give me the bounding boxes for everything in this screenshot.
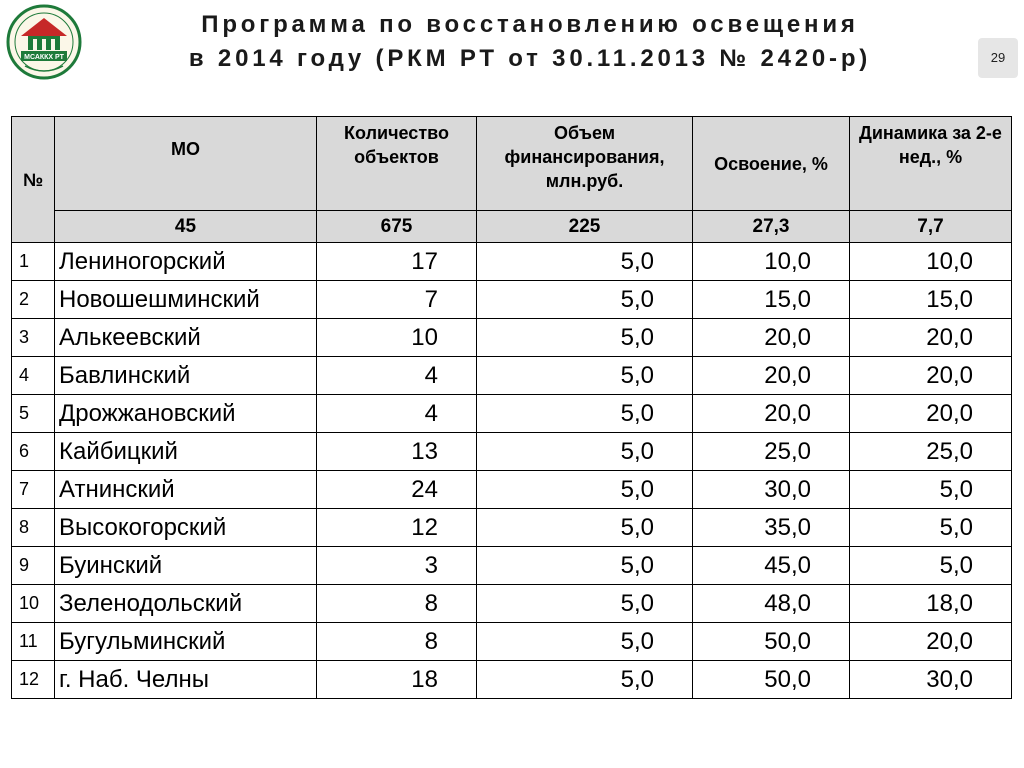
total-mo: 45 <box>55 211 317 243</box>
row-mo-name: Высокогорский <box>55 509 317 547</box>
row-dynamics: 30,0 <box>850 661 1012 699</box>
table-row <box>12 433 1012 471</box>
row-dynamics: 5,0 <box>850 471 1012 509</box>
total-dynamics: 7,7 <box>850 211 1012 243</box>
row-mo-name: Кайбицкий <box>55 433 317 471</box>
lighting-program-table <box>11 116 1012 699</box>
row-volume: 5,0 <box>477 319 693 357</box>
row-number: 4 <box>12 357 55 395</box>
row-dynamics: 18,0 <box>850 585 1012 623</box>
row-count: 24 <box>317 471 477 509</box>
row-number: 11 <box>12 623 55 661</box>
row-mo-name: Атнинский <box>55 471 317 509</box>
row-volume: 5,0 <box>477 395 693 433</box>
row-dynamics: 15,0 <box>850 281 1012 319</box>
table-row <box>12 243 1012 281</box>
row-volume: 5,0 <box>477 623 693 661</box>
row-mo-name: Бугульминский <box>55 623 317 661</box>
row-dynamics: 20,0 <box>850 319 1012 357</box>
header-mo: МО <box>55 117 317 211</box>
row-osvoenie: 45,0 <box>693 547 850 585</box>
row-dynamics: 20,0 <box>850 395 1012 433</box>
row-number: 7 <box>12 471 55 509</box>
row-mo-name: Алькеевский <box>55 319 317 357</box>
table-row <box>12 395 1012 433</box>
row-volume: 5,0 <box>477 281 693 319</box>
table-row <box>12 357 1012 395</box>
row-mo-name: Новошешминский <box>55 281 317 319</box>
total-volume: 225 <box>477 211 693 243</box>
row-volume: 5,0 <box>477 357 693 395</box>
total-osvoenie: 27,3 <box>693 211 850 243</box>
row-osvoenie: 20,0 <box>693 395 850 433</box>
row-osvoenie: 10,0 <box>693 243 850 281</box>
row-osvoenie: 20,0 <box>693 319 850 357</box>
row-osvoenie: 50,0 <box>693 623 850 661</box>
row-dynamics: 5,0 <box>850 509 1012 547</box>
svg-text:МСАККХ РТ: МСАККХ РТ <box>24 54 64 61</box>
row-count: 4 <box>317 357 477 395</box>
row-mo-name: Зеленодольский <box>55 585 317 623</box>
row-count: 17 <box>317 243 477 281</box>
row-volume: 5,0 <box>477 509 693 547</box>
row-volume: 5,0 <box>477 471 693 509</box>
row-volume: 5,0 <box>477 547 693 585</box>
table-row <box>12 471 1012 509</box>
row-count: 13 <box>317 433 477 471</box>
row-mo-name: Лениногорский <box>55 243 317 281</box>
row-count: 7 <box>317 281 477 319</box>
row-dynamics: 5,0 <box>850 547 1012 585</box>
row-mo-name: Буинский <box>55 547 317 585</box>
row-count: 18 <box>317 661 477 699</box>
organization-logo <box>3 4 85 80</box>
row-count: 4 <box>317 395 477 433</box>
header-osvoenie: Освоение, % <box>693 117 850 211</box>
slide-number-badge: 29 <box>978 38 1018 78</box>
row-mo-name: Дрожжановский <box>55 395 317 433</box>
row-mo-name: Бавлинский <box>55 357 317 395</box>
title-line-1: Программа по восстановлению освещения <box>201 11 859 38</box>
row-number: 12 <box>12 661 55 699</box>
header-number: № <box>12 117 55 243</box>
table-row <box>12 661 1012 699</box>
title-line-2: в 2014 году (РКМ РТ от 30.11.2013 № 2420-р) <box>188 45 872 72</box>
row-osvoenie: 25,0 <box>693 433 850 471</box>
page-title <box>100 8 960 76</box>
table-row <box>12 509 1012 547</box>
row-count: 3 <box>317 547 477 585</box>
table-row <box>12 547 1012 585</box>
header-volume: Объем финансирования, млн.руб. <box>477 117 693 211</box>
row-number: 6 <box>12 433 55 471</box>
row-count: 10 <box>317 319 477 357</box>
row-osvoenie: 48,0 <box>693 585 850 623</box>
row-count: 12 <box>317 509 477 547</box>
row-osvoenie: 30,0 <box>693 471 850 509</box>
table-row <box>12 585 1012 623</box>
row-osvoenie: 50,0 <box>693 661 850 699</box>
row-number: 8 <box>12 509 55 547</box>
row-dynamics: 25,0 <box>850 433 1012 471</box>
row-count: 8 <box>317 623 477 661</box>
table-row <box>12 319 1012 357</box>
row-volume: 5,0 <box>477 433 693 471</box>
table-row <box>12 281 1012 319</box>
row-count: 8 <box>317 585 477 623</box>
row-osvoenie: 35,0 <box>693 509 850 547</box>
row-osvoenie: 15,0 <box>693 281 850 319</box>
row-mo-name: г. Наб. Челны <box>55 661 317 699</box>
row-dynamics: 10,0 <box>850 243 1012 281</box>
row-number: 10 <box>12 585 55 623</box>
row-volume: 5,0 <box>477 243 693 281</box>
row-volume: 5,0 <box>477 661 693 699</box>
row-number: 1 <box>12 243 55 281</box>
table-row <box>12 623 1012 661</box>
row-number: 3 <box>12 319 55 357</box>
row-volume: 5,0 <box>477 585 693 623</box>
row-number: 2 <box>12 281 55 319</box>
row-osvoenie: 20,0 <box>693 357 850 395</box>
row-number: 9 <box>12 547 55 585</box>
row-dynamics: 20,0 <box>850 357 1012 395</box>
row-number: 5 <box>12 395 55 433</box>
total-count: 675 <box>317 211 477 243</box>
header-count: Количество объектов <box>317 117 477 211</box>
header-dynamics: Динамика за 2-е нед., % <box>850 117 1012 211</box>
row-dynamics: 20,0 <box>850 623 1012 661</box>
